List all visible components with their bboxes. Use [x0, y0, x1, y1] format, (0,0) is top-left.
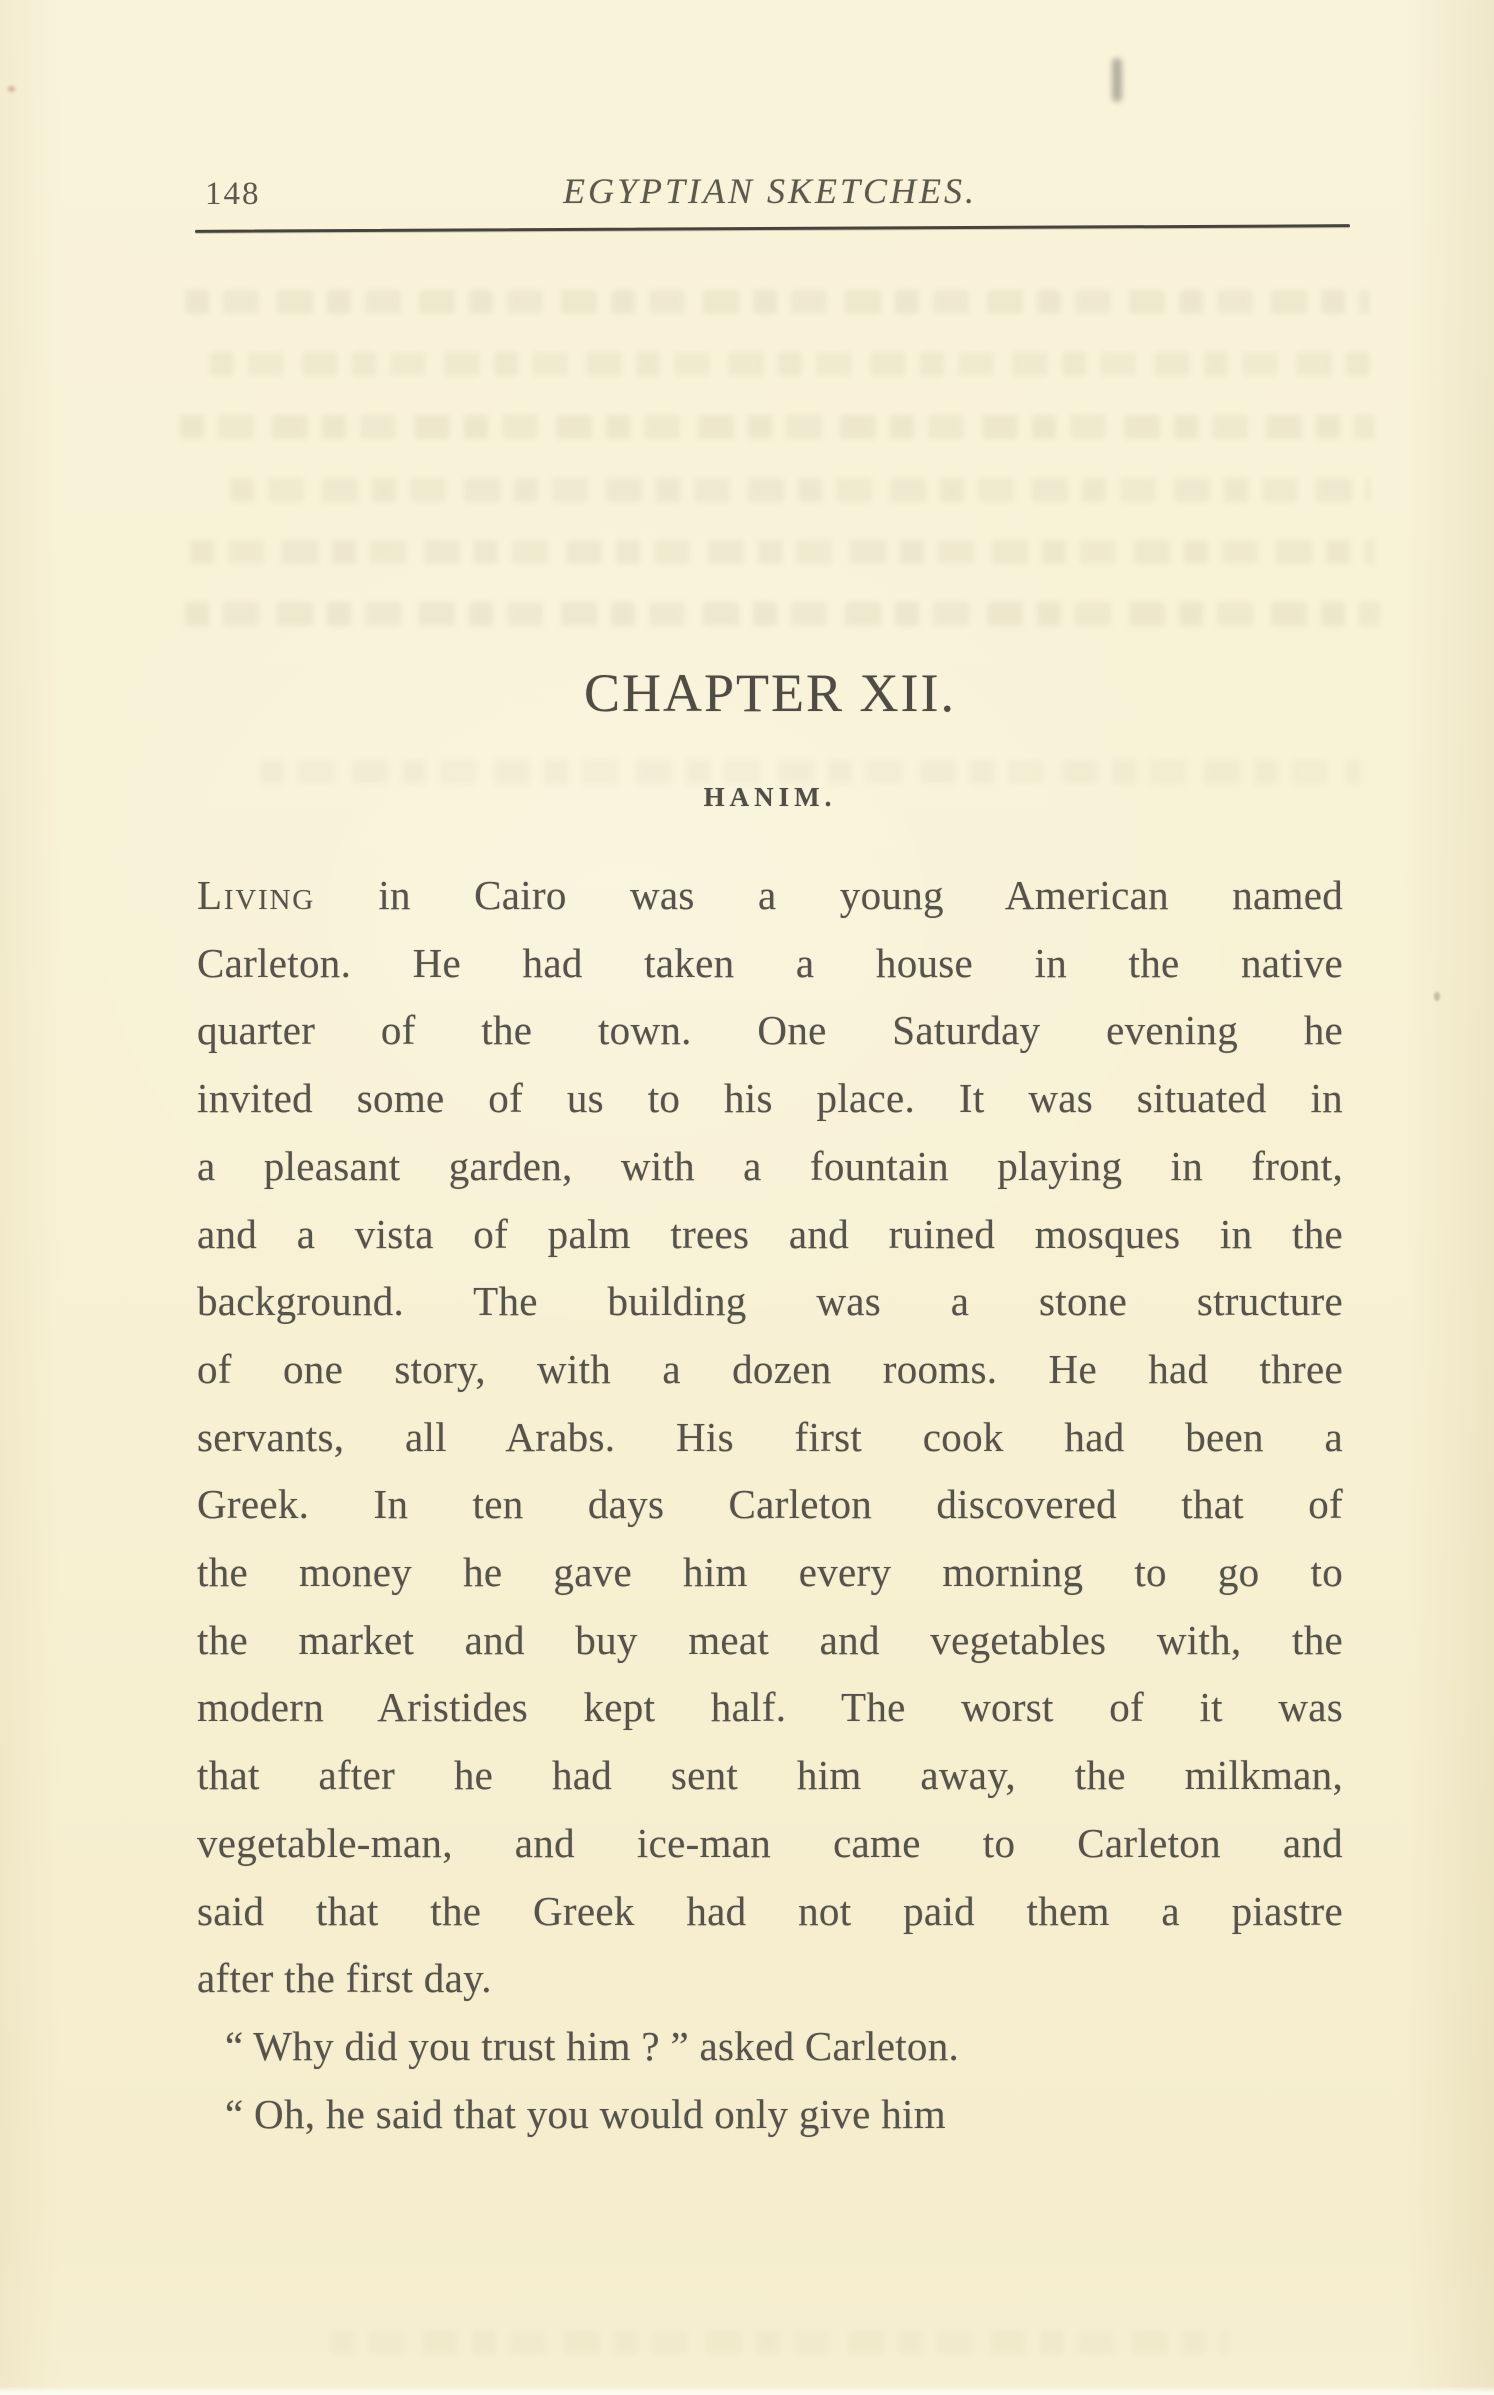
small-caps-word: Living [197, 872, 315, 918]
paper-smudge [1112, 58, 1122, 102]
body-line: modern Aristides kept half. The worst of it was [197, 1684, 1343, 1731]
scan-bottom-edge [0, 2386, 1494, 2395]
body-line: of one story, with a dozen rooms. He had three [197, 1345, 1343, 1392]
paper-speck [8, 86, 15, 92]
body-line [197, 862, 1343, 930]
ghost-text-band [330, 2330, 1230, 2354]
ghost-text-band [190, 540, 1375, 564]
body-line: background. The building was a stone structure [197, 1278, 1343, 1325]
ghost-text-band [210, 352, 1370, 376]
page-number: 148 [205, 176, 261, 212]
body-line-text: in Cairo was a young American named [315, 872, 1343, 918]
body-line: quarter of the town. One Saturday evening he [197, 1007, 1343, 1054]
header-rule [195, 224, 1350, 233]
body-line: invited some of us to his place. It was situated in [197, 1075, 1343, 1122]
paper-speck [1434, 992, 1440, 1001]
chapter-subheading: HANIM. [703, 782, 837, 812]
running-title: EGYPTIAN SKETCHES. [562, 171, 978, 211]
body-line: vegetable-man, and ice-man came to Carleton and [197, 1819, 1343, 1866]
body-line: a pleasant garden, with a fountain playing in front, [197, 1142, 1343, 1189]
body-line: said that the Greek had not paid them a piastre [197, 1887, 1343, 1934]
body-line: the money he gave him every morning to go to [197, 1549, 1343, 1596]
ghost-text-band [180, 415, 1375, 439]
body-line: Carleton. He had taken a house in the native [197, 939, 1343, 986]
ghost-text-band [185, 290, 1370, 314]
body-line: after the first day. [197, 1955, 492, 2002]
ghost-text-band [230, 478, 1370, 502]
body-line: and a vista of palm trees and ruined mosques in the [197, 1210, 1343, 1257]
body-text-block [197, 862, 1343, 2148]
ghost-text-band [260, 760, 1360, 784]
body-line: “ Why did you trust him ? ” asked Carleton. [225, 2022, 960, 2069]
body-line: servants, all Arabs. His first cook had been a [197, 1413, 1343, 1460]
chapter-heading: CHAPTER XII. [584, 663, 956, 723]
body-line: the market and buy meat and vegetables with, the [197, 1616, 1343, 1663]
page-header [197, 170, 1343, 216]
body-line: Greek. In ten days Carleton discovered that of [197, 1481, 1343, 1528]
ghost-text-band [185, 602, 1380, 626]
body-line: that after he had sent him away, the milkman, [197, 1752, 1343, 1799]
body-line: “ Oh, he said that you would only give him [225, 2090, 946, 2137]
